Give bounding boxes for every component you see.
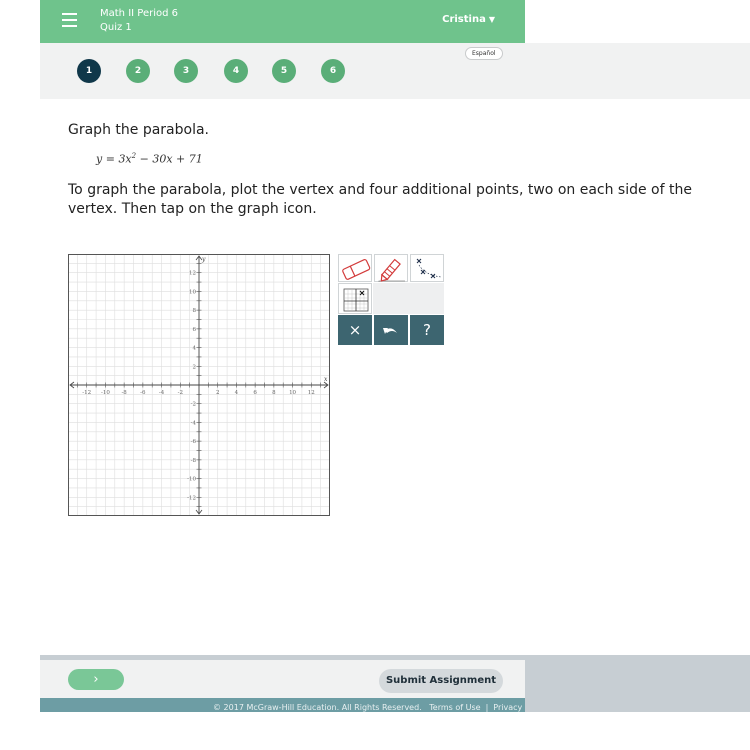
x-tick-label: -10 bbox=[100, 390, 110, 396]
question-navigation bbox=[40, 43, 750, 99]
privacy-link[interactable]: Privacy bbox=[493, 703, 523, 712]
footer-separator: | bbox=[485, 703, 489, 712]
y-tick-label: 2 bbox=[192, 364, 196, 371]
graph-tool-button[interactable] bbox=[338, 283, 372, 314]
eraser-tool-button[interactable] bbox=[338, 254, 372, 282]
graph-icon bbox=[339, 284, 373, 315]
y-tick-label: -2 bbox=[190, 401, 196, 408]
course-title: Math II Period 6 bbox=[100, 8, 178, 19]
x-tick-label: -2 bbox=[177, 390, 183, 396]
x-tick-label: 2 bbox=[215, 390, 220, 396]
equation bbox=[96, 152, 203, 166]
y-tick-label: 4 bbox=[192, 345, 196, 352]
y-axis-label: y bbox=[202, 256, 206, 263]
top-bar bbox=[40, 0, 525, 43]
x-tick-label: 12 bbox=[307, 390, 315, 396]
y-tick-label: 10 bbox=[189, 289, 196, 296]
equation-term1: 3x bbox=[118, 152, 132, 166]
x-tick-label: -8 bbox=[121, 390, 127, 396]
question-2-button[interactable]: 2 bbox=[126, 59, 150, 83]
point-plot-tool-button[interactable] bbox=[410, 254, 444, 282]
x-tick-label: 6 bbox=[253, 390, 257, 396]
x-tick-label: -6 bbox=[140, 390, 146, 396]
footer bbox=[40, 698, 525, 712]
question-4-button[interactable]: 4 bbox=[224, 59, 248, 83]
quiz-title: Quiz 1 bbox=[100, 22, 132, 33]
question-3-button[interactable]: 3 bbox=[174, 59, 198, 83]
equation-exponent: 2 bbox=[131, 152, 137, 160]
graph-canvas[interactable] bbox=[68, 254, 330, 516]
hamburger-menu-icon[interactable] bbox=[62, 13, 77, 27]
y-tick-label: -4 bbox=[190, 420, 196, 427]
eraser-icon bbox=[339, 255, 373, 283]
y-tick-label: -6 bbox=[190, 439, 196, 446]
equation-equals: = bbox=[105, 152, 115, 166]
y-tick-label: -10 bbox=[187, 476, 196, 483]
next-question-button[interactable]: › bbox=[68, 669, 124, 690]
question-prompt: Graph the parabola. bbox=[68, 122, 209, 138]
footer-text bbox=[213, 703, 522, 712]
question-5-button[interactable]: 5 bbox=[272, 59, 296, 83]
x-tick-label: 4 bbox=[234, 390, 239, 396]
terms-of-use-link[interactable]: Terms of Use bbox=[429, 703, 481, 712]
question-1-button[interactable]: 1 bbox=[77, 59, 101, 83]
question-6-button[interactable]: 6 bbox=[321, 59, 345, 83]
user-name: Cristina bbox=[442, 14, 486, 25]
undo-button[interactable] bbox=[374, 315, 408, 345]
language-toggle-button[interactable]: Español bbox=[465, 47, 503, 60]
y-tick-label: -8 bbox=[190, 457, 196, 464]
y-tick-label: 12 bbox=[189, 270, 196, 277]
x-tick-label: 10 bbox=[289, 390, 297, 396]
copyright-text: © 2017 McGraw-Hill Education. All Rights Reserved. bbox=[213, 703, 422, 712]
x-axis-label: x bbox=[324, 376, 328, 383]
instructions: To graph the parabola, plot the vertex and four additional points, two on each side of the vertex. Then tap on the graph icon. bbox=[68, 182, 692, 217]
pencil-tool-button[interactable] bbox=[374, 254, 408, 282]
equation-lhs: y bbox=[96, 152, 103, 166]
x-tick-label: 8 bbox=[272, 390, 276, 396]
clear-button[interactable]: × bbox=[338, 315, 372, 345]
y-tick-label: 6 bbox=[192, 326, 196, 333]
user-menu[interactable] bbox=[442, 14, 495, 25]
course-info bbox=[100, 7, 178, 35]
y-tick-label: 8 bbox=[192, 308, 196, 315]
equation-term2: − 30x + 71 bbox=[139, 152, 203, 166]
pencil-icon bbox=[375, 255, 409, 283]
chevron-down-icon: ▼ bbox=[488, 15, 495, 24]
help-button[interactable]: ? bbox=[410, 315, 444, 345]
bottom-bar bbox=[40, 660, 525, 698]
point-plot-icon bbox=[411, 255, 445, 283]
undo-icon bbox=[382, 324, 400, 338]
x-tick-label: -4 bbox=[158, 390, 165, 396]
graph-toolbox bbox=[338, 254, 444, 345]
submit-assignment-button[interactable]: Submit Assignment bbox=[379, 669, 503, 693]
x-tick-label: -12 bbox=[82, 390, 92, 396]
toolbox-empty-slot bbox=[373, 283, 444, 314]
y-tick-label: -12 bbox=[187, 495, 196, 502]
